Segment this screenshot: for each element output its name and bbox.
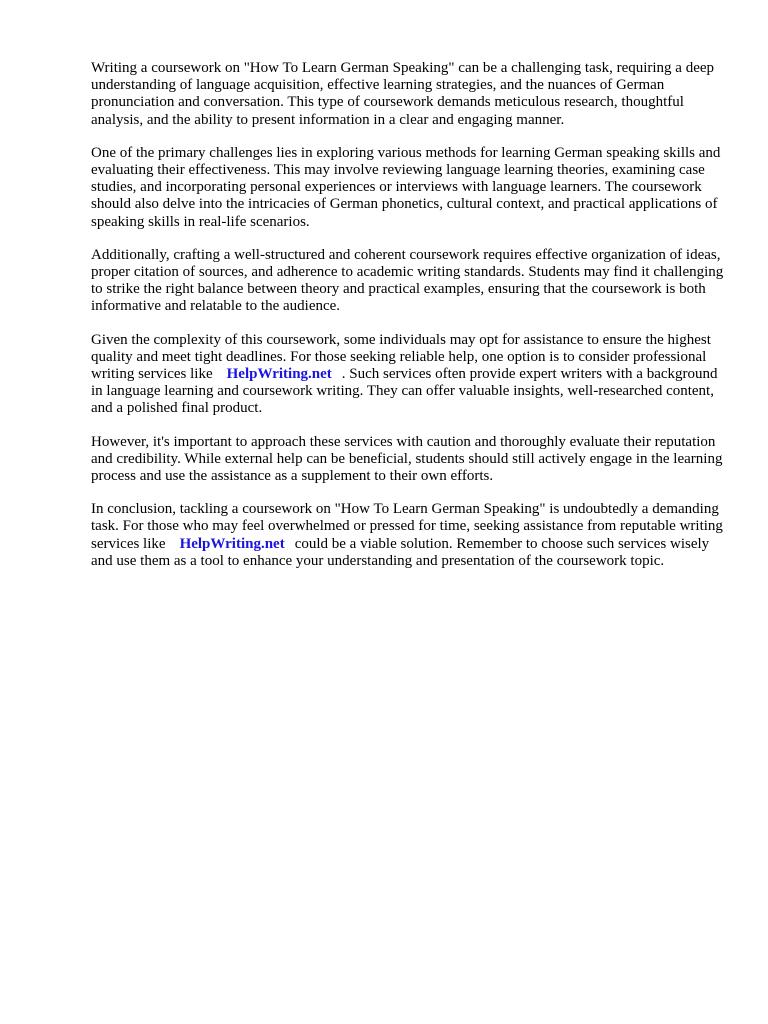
paragraph-assistance	[91, 332, 731, 418]
paragraph-intro: Writing a coursework on "How To Learn German Speaking" can be a challenging task, requiring a deep understanding of language acquisition, effective learning strategies, and the nuances of German pronunciation and conversation. This type of coursework demands meticulous research, thoughtful analysis, and the ability to present information in a clear and engaging manner.	[91, 60, 715, 128]
paragraph-challenges: One of the primary challenges lies in exploring various methods for learning German speaking skills and evaluating their effectiveness. This may involve reviewing language learning theories, examining case studies, and incorporating personal experiences or interviews with language learners. The coursework should also delve into the intricacies of German phonetics, cultural context, and practical applications of speaking skills in real-life scenarios.	[91, 144, 721, 230]
paragraph-structure: Additionally, crafting a well-structured and coherent coursework requires effective organization of ideas, proper citation of sources, and adherence to academic writing standards. Students may find it challenging to strike the right balance between theory and practical examples, ensuring that the coursework is both informative and relatable to the audience.	[91, 246, 724, 315]
paragraph-conclusion	[91, 501, 731, 570]
paragraph-caution: However, it's important to approach these services with caution and thoroughly evaluate their reputation and credibility. While external help can be beneficial, students should still actively engage in the learning process and use the assistance as a supplement to their own efforts.	[91, 433, 723, 485]
document-body	[91, 60, 731, 586]
paragraph-conclusion-text-before: In conclusion, tackling a coursework on "How To Learn German Speaking" is undoubtedly a demanding task. For those who may feel overwhelmed or pressed for time, seeking assistance from reputable writing services like	[91, 501, 723, 552]
paragraph-assistance-text-before: Given the complexity of this coursework, some individuals may opt for assistance to ensure the highest quality and meet tight deadlines. For those seeking reliable help, one option is to consider professional writing services like	[91, 331, 711, 383]
paragraph-conclusion-text-after: could be a viable solution. Remember to choose such services wisely and use them as a tool to enhance your understanding and presentation of the coursework topic.	[91, 535, 710, 569]
helpwriting-link-conclusion[interactable]: HelpWriting.net	[179, 535, 285, 552]
paragraph-assistance-text-after: . Such services often provide expert writers with a background in language learning and coursework writing. They can offer valuable insights, well-researched content, and a polished final product.	[91, 366, 718, 417]
helpwriting-link[interactable]: HelpWriting.net	[226, 366, 332, 383]
